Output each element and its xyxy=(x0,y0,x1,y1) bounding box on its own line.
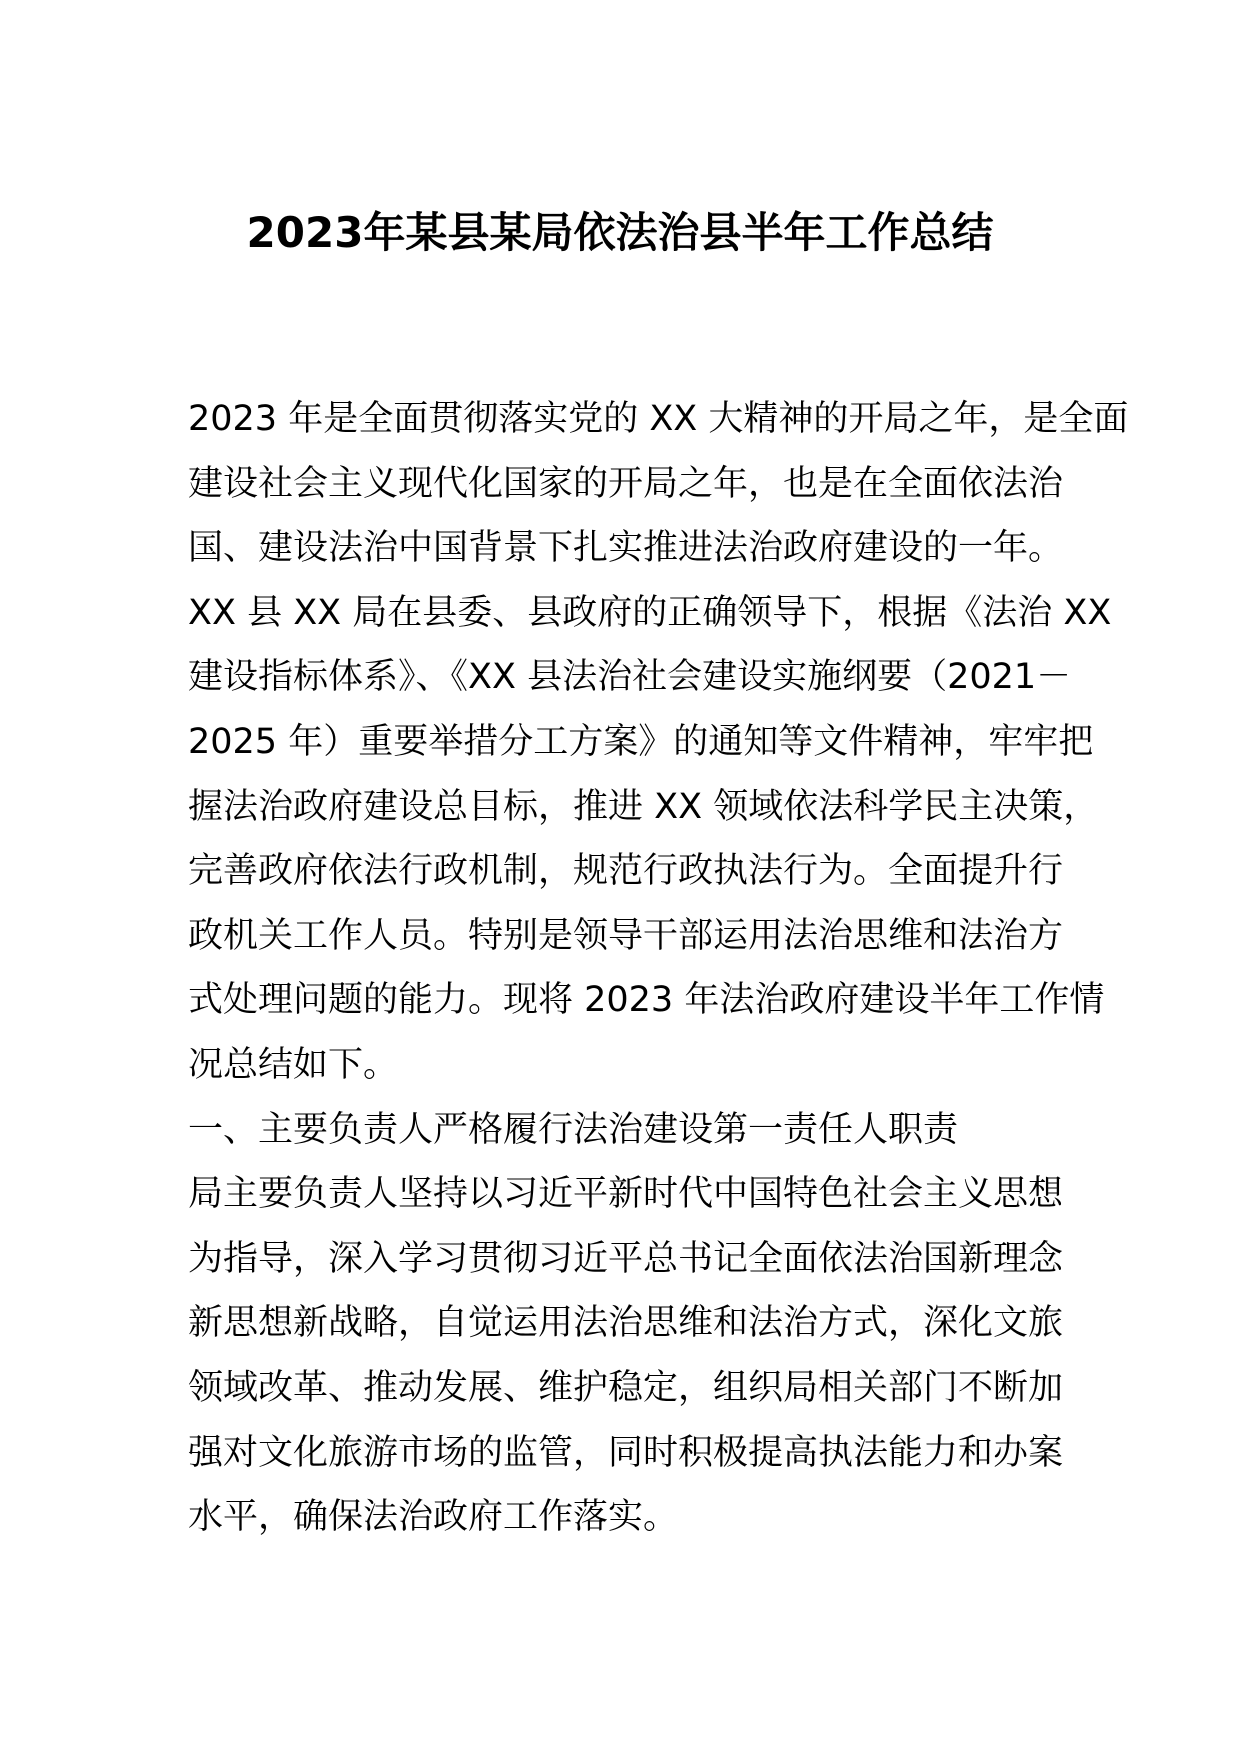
body-line: 为指导，深入学习贯彻习近平总书记全面依法治国新理念 xyxy=(188,1238,1064,1279)
body-line: 式处理问题的能力。现将 2023 年法治政府建设半年工作情 xyxy=(188,980,1105,1021)
body-line: 领域改革、推动发展、维护稳定，组织局相关部门不断加 xyxy=(188,1367,1064,1408)
body-line: 建设指标体系》、《XX 县法治社会建设实施纲要（2021－ xyxy=(188,657,1072,698)
body-line: 局主要负责人坚持以习近平新时代中国特色社会主义思想 xyxy=(188,1174,1064,1215)
section-heading: 一、主要负责人严格履行法治建设第一责任人职责 xyxy=(188,1109,959,1150)
body-line: 强对文化旅游市场的监管，同时积极提高执法能力和办案 xyxy=(188,1432,1064,1473)
body-line: 况总结如下。 xyxy=(188,1044,399,1085)
body-line: 完善政府依法行政机制，规范行政执法行为。全面提升行 xyxy=(188,851,1064,892)
body-line: XX 县 XX 局在县委、县政府的正确领导下，根据《法治 XX xyxy=(188,592,1112,633)
body-line: 握法治政府建设总目标，推进 XX 领域依法科学民主决策， xyxy=(188,786,1099,827)
document-title: 2023年某县某局依法治县半年工作总结 xyxy=(246,208,994,257)
body-line: 政机关工作人员。特别是领导干部运用法治思维和法治方 xyxy=(188,915,1064,956)
body-line: 新思想新战略，自觉运用法治思维和法治方式，深化文旅 xyxy=(188,1303,1064,1344)
body-line: 水平，确保法治政府工作落实。 xyxy=(188,1497,679,1538)
document-body xyxy=(188,387,1129,1550)
body-line: 国、建设法治中国背景下扎实推进法治政府建设的一年。 xyxy=(188,528,1064,569)
body-line: 2023 年是全面贯彻落实党的 XX 大精神的开局之年，是全面 xyxy=(188,399,1129,439)
body-line: 建设社会主义现代化国家的开局之年，也是在全面依法治 xyxy=(188,463,1064,504)
body-line: 2025 年）重要举措分工方案》的通知等文件精神，牢牢把 xyxy=(188,721,1094,762)
